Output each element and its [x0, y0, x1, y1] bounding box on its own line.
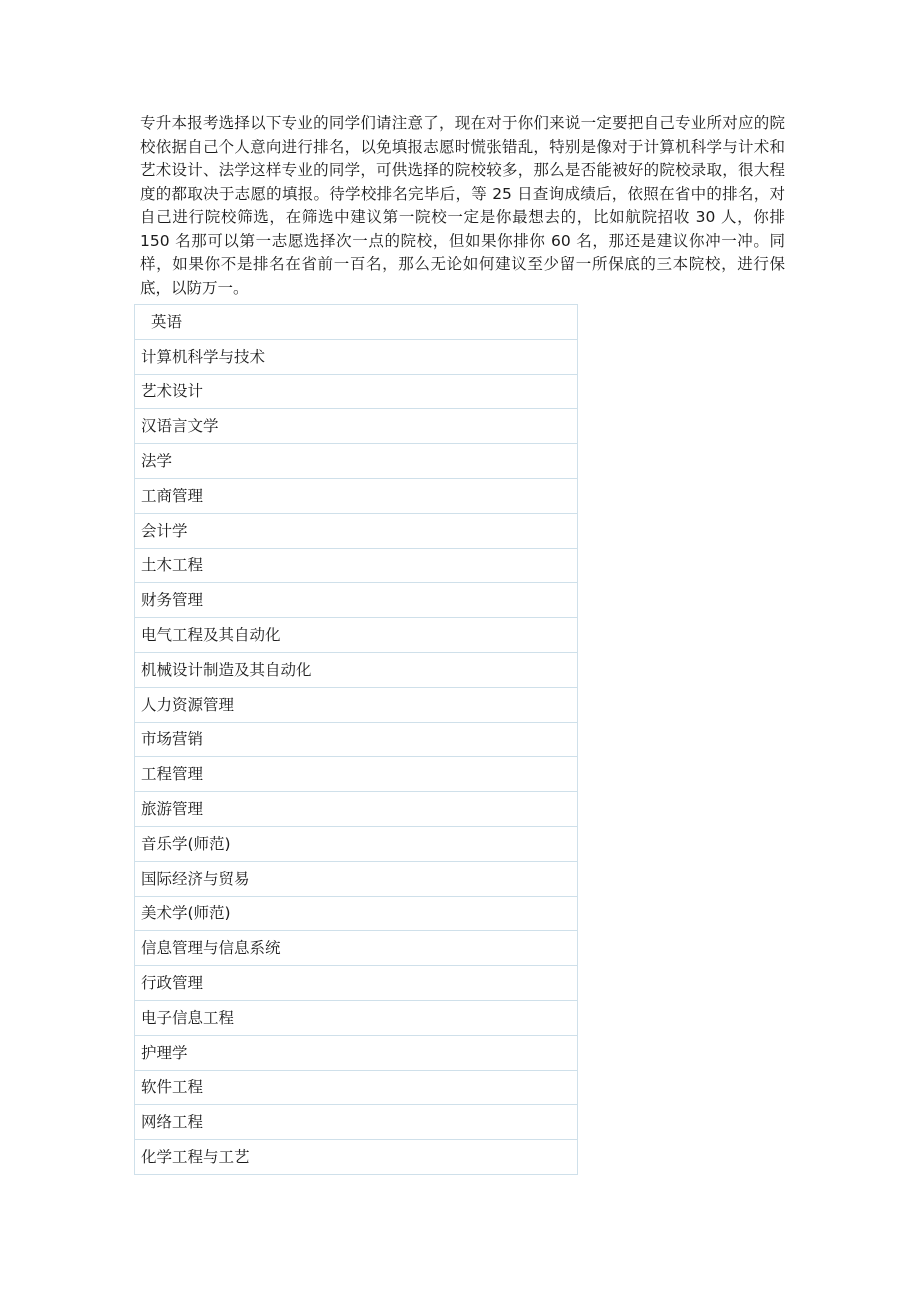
major-table	[134, 304, 578, 1175]
major-cell: 会计学	[135, 513, 578, 548]
table-row	[135, 687, 578, 722]
table-row	[135, 444, 578, 479]
major-cell: 土木工程	[135, 548, 578, 583]
major-cell: 网络工程	[135, 1105, 578, 1140]
major-cell: 英语	[135, 305, 578, 340]
major-cell: 行政管理	[135, 966, 578, 1001]
table-row	[135, 1000, 578, 1035]
major-cell: 机械设计制造及其自动化	[135, 652, 578, 687]
table-row	[135, 409, 578, 444]
table-row	[135, 792, 578, 827]
table-row	[135, 861, 578, 896]
table-row	[135, 966, 578, 1001]
major-cell: 艺术设计	[135, 374, 578, 409]
major-cell: 工商管理	[135, 478, 578, 513]
table-row	[135, 374, 578, 409]
table-row	[135, 478, 578, 513]
intro-paragraph: 专升本报考选择以下专业的同学们请注意了，现在对于你们来说一定要把自己专业所对应的院校依据自己个人意向进行排名，以免填报志愿时慌张错乱，特别是像对于计算机科学与计术和艺术设计、法学这样专业的同学，可供选择的院校较多，那么是否能被好的院校录取，很大程度的都取决于志愿的填报。待学校排名完毕后，等 25 日查询成绩后，依照在省中的排名，对自己进行院校筛选，在筛选中建议第一院校一定是你最想去的，比如航院招收 30 人，你排 150 名那可以第一志愿选择次一点的院校，但如果你排你 60 名，那还是建议你冲一冲。同样，如果你不是排名在省前一百名，那么无论如何建议至少留一所保底的三本院校，进行保底，以防万一。	[140, 114, 785, 297]
major-cell: 电气工程及其自动化	[135, 618, 578, 653]
major-cell: 国际经济与贸易	[135, 861, 578, 896]
major-cell: 汉语言文学	[135, 409, 578, 444]
table-row	[135, 757, 578, 792]
major-cell: 人力资源管理	[135, 687, 578, 722]
table-row	[135, 513, 578, 548]
major-cell: 护理学	[135, 1035, 578, 1070]
major-cell: 美术学(师范)	[135, 896, 578, 931]
major-cell: 法学	[135, 444, 578, 479]
table-row	[135, 583, 578, 618]
major-cell: 电子信息工程	[135, 1000, 578, 1035]
table-row	[135, 618, 578, 653]
major-cell: 信息管理与信息系统	[135, 931, 578, 966]
table-row	[135, 339, 578, 374]
table-row	[135, 931, 578, 966]
table-row	[135, 1140, 578, 1175]
table-row	[135, 1070, 578, 1105]
major-cell: 工程管理	[135, 757, 578, 792]
table-row	[135, 722, 578, 757]
table-row	[135, 305, 578, 340]
table-row	[135, 1105, 578, 1140]
table-row	[135, 548, 578, 583]
table-row	[135, 826, 578, 861]
major-cell: 计算机科学与技术	[135, 339, 578, 374]
table-row	[135, 896, 578, 931]
major-cell: 化学工程与工艺	[135, 1140, 578, 1175]
major-cell: 市场营销	[135, 722, 578, 757]
table-row	[135, 652, 578, 687]
major-cell: 财务管理	[135, 583, 578, 618]
major-cell: 旅游管理	[135, 792, 578, 827]
major-cell: 软件工程	[135, 1070, 578, 1105]
table-row	[135, 1035, 578, 1070]
major-cell: 音乐学(师范)	[135, 826, 578, 861]
